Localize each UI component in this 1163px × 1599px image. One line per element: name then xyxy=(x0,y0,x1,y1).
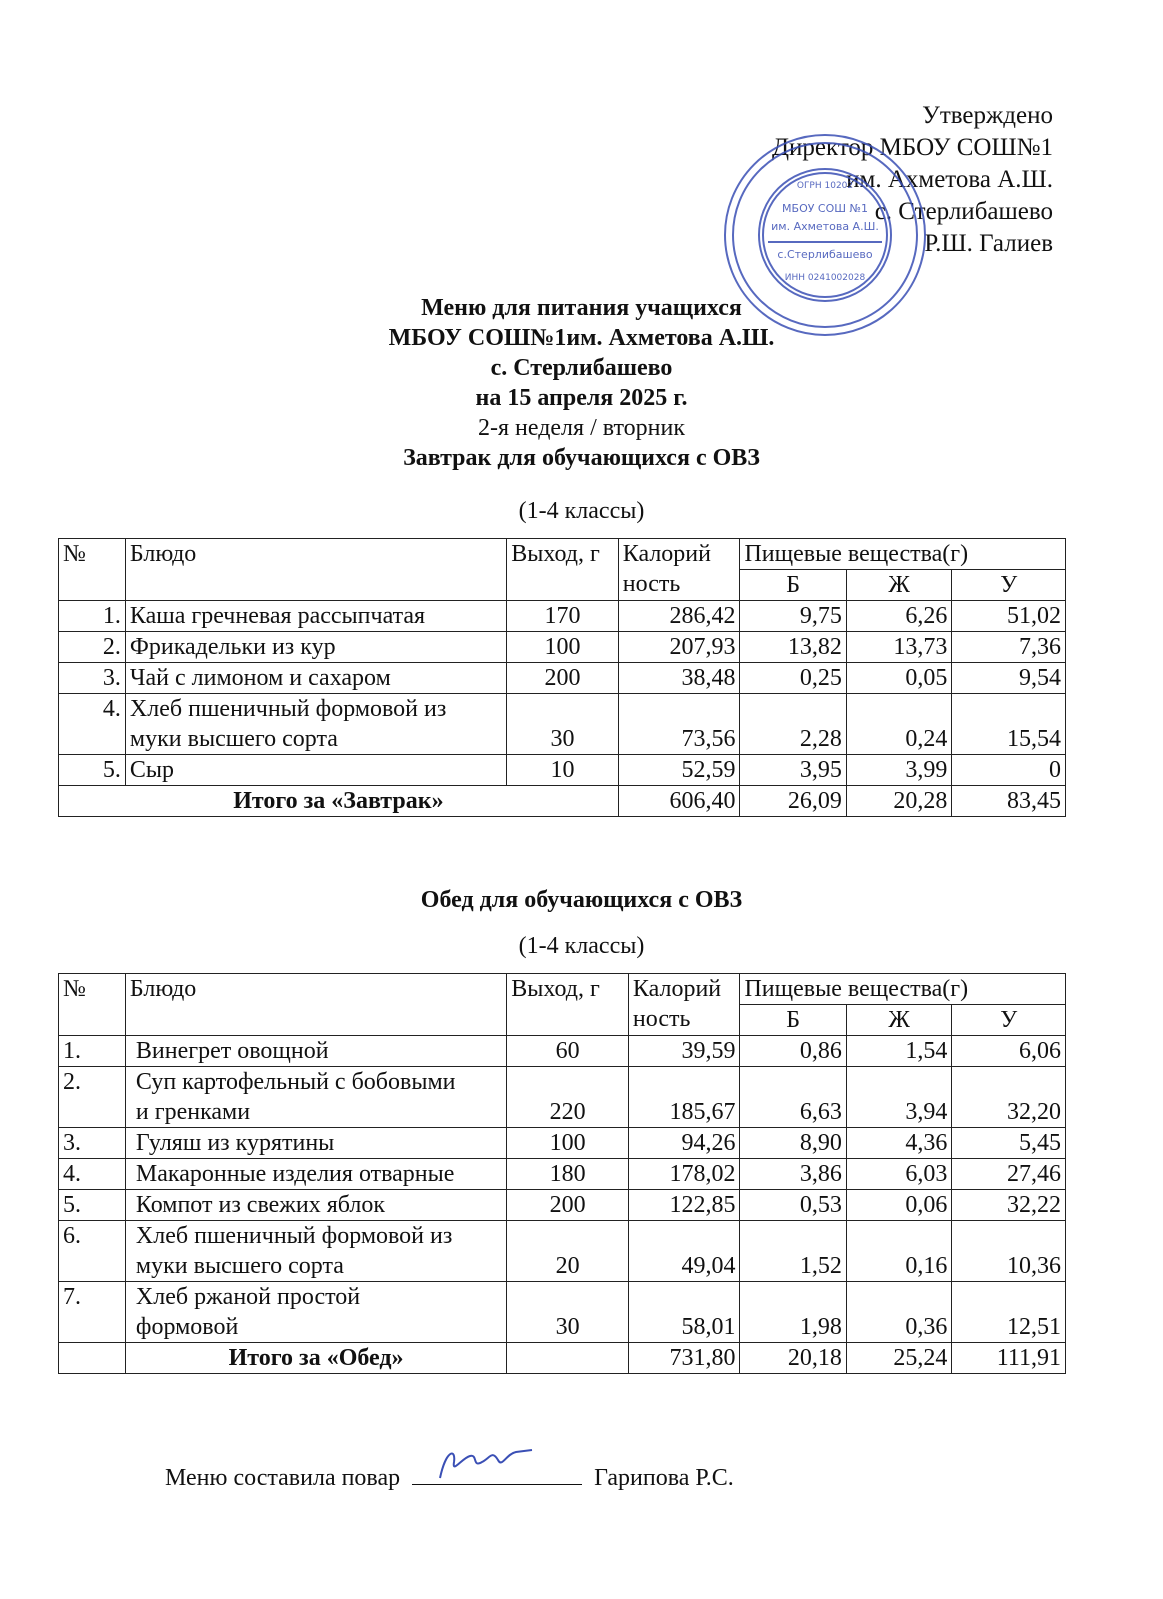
col-protein: Б xyxy=(740,570,846,601)
dish-name-line-1: Чай с лимоном и сахаром xyxy=(129,665,391,691)
dish-name-line-1: Винегрет овощной xyxy=(135,1038,329,1064)
dish-calories: 73,56 xyxy=(618,694,740,755)
col-nutrients: Пищевые вещества(г) xyxy=(740,539,1066,570)
approval-title: Утверждено xyxy=(922,102,1053,129)
header-week: 2-я неделя / вторник xyxy=(477,415,685,441)
col-yield: Выход, г xyxy=(507,539,619,601)
dish-yield: 100 xyxy=(507,632,619,663)
dish-carbs: 32,20 xyxy=(952,1067,1066,1128)
dish-fat: 0,36 xyxy=(846,1282,951,1343)
dish-yield: 100 xyxy=(507,1128,629,1159)
dish-calories: 207,93 xyxy=(618,632,740,663)
dish-fat: 6,03 xyxy=(846,1159,951,1190)
dish-calories: 178,02 xyxy=(628,1159,740,1190)
dish-name xyxy=(125,1036,506,1067)
row-number: 5. xyxy=(59,755,126,786)
dish-fat: 3,99 xyxy=(846,755,951,786)
dish-name xyxy=(125,663,506,694)
total-label: Итого за «Завтрак» xyxy=(59,786,619,817)
table-row xyxy=(59,601,1066,632)
header-date: на 15 апреля 2025 г. xyxy=(475,385,688,411)
dish-carbs: 0 xyxy=(952,755,1066,786)
table-row xyxy=(59,1159,1066,1190)
dish-yield: 220 xyxy=(507,1067,629,1128)
dish-name xyxy=(125,1190,506,1221)
dish-fat: 3,94 xyxy=(846,1067,951,1128)
dish-name xyxy=(125,1221,506,1282)
col-carbs: У xyxy=(952,570,1066,601)
col-fat: Ж xyxy=(846,570,951,601)
dish-calories: 122,85 xyxy=(628,1190,740,1221)
dish-carbs: 15,54 xyxy=(952,694,1066,755)
total-empty xyxy=(59,1343,126,1374)
dish-name-line-1: Хлеб пшеничный формовой из xyxy=(135,1223,453,1249)
dish-yield: 30 xyxy=(507,1282,629,1343)
table-row xyxy=(59,1036,1066,1067)
table-row xyxy=(59,1282,1066,1343)
dish-name-line-1: Компот из свежих яблок xyxy=(135,1192,386,1218)
col-no: № xyxy=(59,539,126,601)
row-number: 3. xyxy=(59,663,126,694)
col-calories-2: ность xyxy=(622,571,681,597)
dish-calories: 58,01 xyxy=(628,1282,740,1343)
col-dish: Блюдо xyxy=(125,539,506,601)
dish-name xyxy=(125,755,506,786)
row-number: 6. xyxy=(59,1221,126,1282)
dish-yield: 20 xyxy=(507,1221,629,1282)
approval-director: Р.Ш. Галиев xyxy=(924,230,1053,257)
col-calories xyxy=(618,539,740,601)
col-calories-2: ность xyxy=(632,1006,691,1032)
footer-compiled-by: Меню составила повар xyxy=(165,1465,401,1491)
dish-calories: 52,59 xyxy=(618,755,740,786)
dish-fat: 0,16 xyxy=(846,1221,951,1282)
dish-carbs: 27,46 xyxy=(952,1159,1066,1190)
total-carbs: 83,45 xyxy=(952,786,1066,817)
dish-calories: 185,67 xyxy=(628,1067,740,1128)
approval-school: им. Ахметова А.Ш. xyxy=(846,166,1053,193)
total-label: Итого за «Обед» xyxy=(125,1343,506,1374)
row-number: 2. xyxy=(59,632,126,663)
dish-name xyxy=(125,1128,506,1159)
dish-carbs: 10,36 xyxy=(952,1221,1066,1282)
total-carbs: 111,91 xyxy=(952,1343,1066,1374)
table-row xyxy=(59,1128,1066,1159)
dish-name xyxy=(125,1067,506,1128)
dish-protein: 13,82 xyxy=(740,632,846,663)
dish-name-line-2: формовой xyxy=(135,1314,239,1340)
col-yield: Выход, г xyxy=(507,974,629,1036)
dish-calories: 39,59 xyxy=(628,1036,740,1067)
dish-name xyxy=(125,601,506,632)
breakfast-title: Завтрак для обучающихся с ОВЗ xyxy=(403,445,760,471)
dish-name-line-1: Суп картофельный с бобовыми xyxy=(135,1069,456,1095)
dish-name-line-2: и гренками xyxy=(135,1099,251,1125)
total-protein: 20,18 xyxy=(740,1343,846,1374)
dish-name-line-1: Фрикадельки из кур xyxy=(129,634,336,660)
dish-fat: 4,36 xyxy=(846,1128,951,1159)
seal-inn: ИНН 0241002028 xyxy=(784,273,866,283)
dish-protein: 1,52 xyxy=(740,1221,846,1282)
dish-fat: 6,26 xyxy=(846,601,951,632)
row-number: 2. xyxy=(59,1067,126,1128)
menu-header xyxy=(0,293,1163,473)
dish-calories: 38,48 xyxy=(618,663,740,694)
approval-village: с. Стерлибашево xyxy=(874,198,1053,225)
row-number: 3. xyxy=(59,1128,126,1159)
row-number: 5. xyxy=(59,1190,126,1221)
footer-cook-name: Гарипова Р.С. xyxy=(594,1465,734,1491)
table-row xyxy=(59,694,1066,755)
dish-yield: 170 xyxy=(507,601,619,632)
dish-protein: 3,86 xyxy=(740,1159,846,1190)
dish-name xyxy=(125,632,506,663)
dish-protein: 8,90 xyxy=(740,1128,846,1159)
header-line-3: с. Стерлибашево xyxy=(490,355,673,381)
dish-fat: 1,54 xyxy=(846,1036,951,1067)
col-calories-1: Калорий xyxy=(632,976,722,1002)
total-protein: 26,09 xyxy=(740,786,846,817)
approval-position: Директор МБОУ СОШ№1 xyxy=(771,134,1053,161)
col-calories xyxy=(628,974,740,1036)
col-fat: Ж xyxy=(846,1005,951,1036)
seal-inner-3: с.Стерлибашево xyxy=(777,248,873,261)
dish-fat: 0,06 xyxy=(846,1190,951,1221)
header-line-2: МБОУ СОШ№1им. Ахметова А.Ш. xyxy=(388,325,775,351)
dish-name xyxy=(125,1282,506,1343)
col-carbs: У xyxy=(952,1005,1066,1036)
dish-yield: 10 xyxy=(507,755,619,786)
dish-name-line-1: Хлеб пшеничный формовой из xyxy=(129,696,447,722)
breakfast-table xyxy=(58,538,1066,817)
signature-line xyxy=(412,1462,582,1485)
row-number: 4. xyxy=(59,1159,126,1190)
seal-ogrn: ОГРН 10202 xyxy=(796,181,854,191)
table-row xyxy=(59,1221,1066,1282)
seal-inner-2: им. Ахметова А.Ш. xyxy=(771,220,879,233)
lunch-table xyxy=(58,973,1066,1374)
dish-name xyxy=(125,1159,506,1190)
table-row xyxy=(59,663,1066,694)
signature-icon xyxy=(432,1440,542,1484)
total-fat: 25,24 xyxy=(846,1343,951,1374)
dish-yield: 200 xyxy=(507,663,619,694)
dish-protein: 1,98 xyxy=(740,1282,846,1343)
dish-protein: 2,28 xyxy=(740,694,846,755)
dish-yield: 30 xyxy=(507,694,619,755)
dish-carbs: 9,54 xyxy=(952,663,1066,694)
dish-name-line-1: Макаронные изделия отварные xyxy=(135,1161,455,1187)
dish-yield: 200 xyxy=(507,1190,629,1221)
dish-carbs: 7,36 xyxy=(952,632,1066,663)
footer xyxy=(165,1462,734,1492)
row-number: 1. xyxy=(59,601,126,632)
dish-protein: 9,75 xyxy=(740,601,846,632)
dish-protein: 0,25 xyxy=(740,663,846,694)
row-number: 7. xyxy=(59,1282,126,1343)
col-nutrients: Пищевые вещества(г) xyxy=(740,974,1066,1005)
row-number: 1. xyxy=(59,1036,126,1067)
breakfast-grades: (1-4 классы) xyxy=(518,498,645,524)
dish-carbs: 12,51 xyxy=(952,1282,1066,1343)
dish-name-line-1: Сыр xyxy=(129,757,175,783)
table-row xyxy=(59,755,1066,786)
dish-carbs: 6,06 xyxy=(952,1036,1066,1067)
total-calories: 731,80 xyxy=(628,1343,740,1374)
col-dish: Блюдо xyxy=(125,974,506,1036)
table-header-row xyxy=(59,539,1066,570)
dish-name-line-2: муки высшего сорта xyxy=(135,1253,344,1279)
col-no: № xyxy=(59,974,126,1036)
header-line-1: Меню для питания учащихся xyxy=(421,295,742,321)
lunch-title: Обед для обучающихся с ОВЗ xyxy=(420,887,743,913)
dish-fat: 0,05 xyxy=(846,663,951,694)
dish-calories: 49,04 xyxy=(628,1221,740,1282)
lunch-total-row xyxy=(59,1343,1066,1374)
dish-calories: 94,26 xyxy=(628,1128,740,1159)
dish-fat: 13,73 xyxy=(846,632,951,663)
dish-protein: 0,86 xyxy=(740,1036,846,1067)
approval-block xyxy=(772,100,1053,260)
seal-inner-1: МБОУ СОШ №1 xyxy=(782,202,868,215)
table-row xyxy=(59,1067,1066,1128)
table-row xyxy=(59,1190,1066,1221)
lunch-grades: (1-4 классы) xyxy=(518,933,645,959)
dish-name-line-1: Каша гречневая рассыпчатая xyxy=(129,603,426,629)
col-calories-1: Калорий xyxy=(622,541,711,567)
breakfast-total-row xyxy=(59,786,1066,817)
dish-protein: 3,95 xyxy=(740,755,846,786)
row-number: 4. xyxy=(59,694,126,755)
dish-name-line-2: муки высшего сорта xyxy=(129,726,338,752)
col-protein: Б xyxy=(740,1005,846,1036)
dish-calories: 286,42 xyxy=(618,601,740,632)
dish-fat: 0,24 xyxy=(846,694,951,755)
dish-carbs: 51,02 xyxy=(952,601,1066,632)
dish-protein: 0,53 xyxy=(740,1190,846,1221)
dish-carbs: 32,22 xyxy=(952,1190,1066,1221)
dish-yield: 180 xyxy=(507,1159,629,1190)
total-calories: 606,40 xyxy=(618,786,740,817)
dish-name xyxy=(125,694,506,755)
table-header-row xyxy=(59,974,1066,1005)
dish-name-line-1: Хлеб ржаной простой xyxy=(135,1284,361,1310)
dish-protein: 6,63 xyxy=(740,1067,846,1128)
table-row xyxy=(59,632,1066,663)
dish-carbs: 5,45 xyxy=(952,1128,1066,1159)
dish-name-line-1: Гуляш из курятины xyxy=(135,1130,335,1156)
total-fat: 20,28 xyxy=(846,786,951,817)
dish-yield: 60 xyxy=(507,1036,629,1067)
total-empty xyxy=(507,1343,629,1374)
